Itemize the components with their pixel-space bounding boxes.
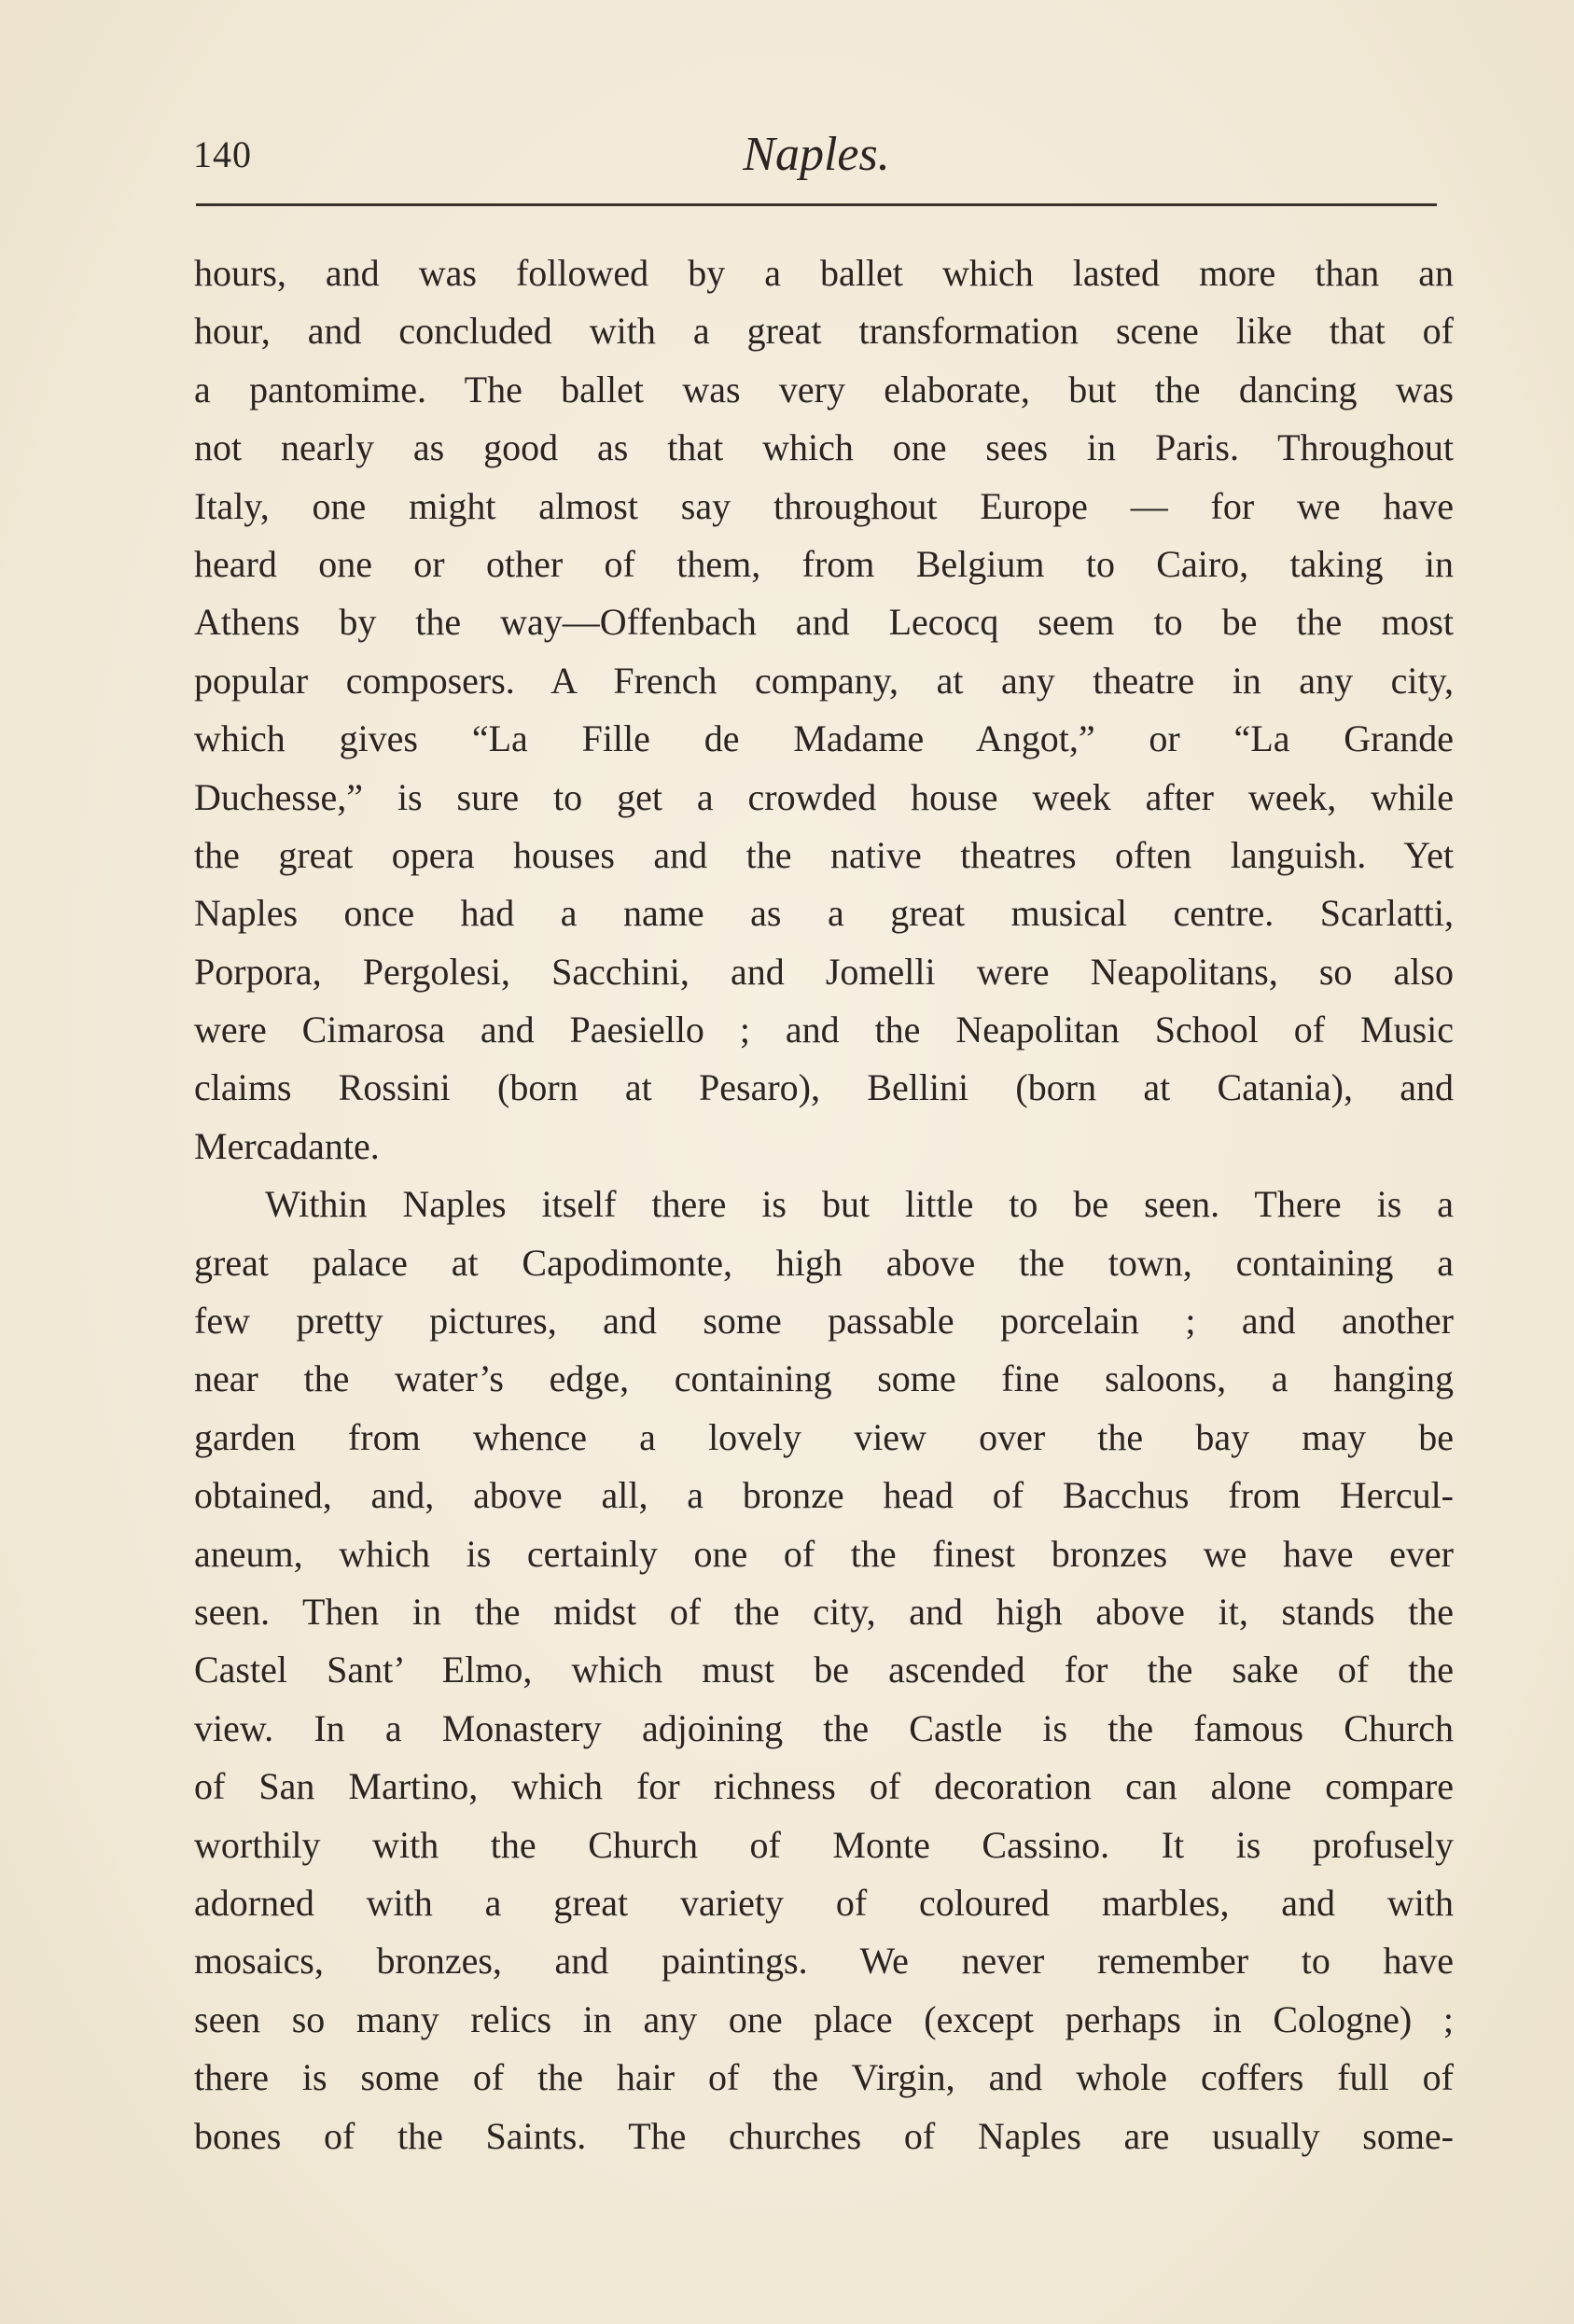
text-line: not nearly as good as that which one sees in Paris. Throughout xyxy=(194,426,1454,469)
text-line: aneum, which is certainly one of the finest bronzes we have ever xyxy=(194,1532,1454,1575)
page-number: 140 xyxy=(193,133,252,175)
text-line: claims Rossini (born at Pesaro), Bellini (born at Catania), and xyxy=(194,1066,1454,1109)
text-line: hours, and was followed by a ballet which lasted more than an xyxy=(194,252,1454,294)
text-line: a pantomime. The ballet was very elaborate, but the dancing was xyxy=(194,368,1454,411)
text-line: Athens by the way—Offenbach and Lecocq seem to be the most xyxy=(194,601,1454,644)
text-line: popular composers. A French company, at any theatre in any city, xyxy=(194,659,1454,702)
text-line: heard one or other of them, from Belgium to Cairo, taking in xyxy=(194,542,1454,585)
text-line: obtained, and, above all, a bronze head of Bacchus from Hercul- xyxy=(194,1474,1454,1517)
text-line: adorned with a great variety of coloured marbles, and with xyxy=(194,1881,1454,1924)
text-line: seen. Then in the midst of the city, and high above it, stands the xyxy=(194,1590,1454,1633)
text-line: Naples once had a name as a great musical centre. Scarlatti, xyxy=(194,892,1454,935)
text-line: Castel Sant’ Elmo, which must be ascended for the sake of the xyxy=(194,1649,1454,1691)
text-line: great palace at Capodimonte, high above the town, containing a xyxy=(194,1241,1454,1284)
running-head: Naples. xyxy=(743,128,890,181)
text-line: mosaics, bronzes, and paintings. We never remember to have xyxy=(194,1940,1454,1983)
text-line: there is some of the hair of the Virgin, and whole coffers full of xyxy=(194,2056,1454,2099)
header-rule xyxy=(196,203,1437,206)
text-line: of San Martino, which for richness of decoration can alone compare xyxy=(194,1765,1454,1808)
body-text xyxy=(194,244,1454,2165)
text-line: Italy, one might almost say throughout Europe — for we have xyxy=(194,484,1454,527)
text-line: Duchesse,” is sure to get a crowded house week after week, while xyxy=(194,775,1454,818)
text-line: Porpora, Pergolesi, Sacchini, and Jomelli were Neapolitans, so also xyxy=(194,950,1454,993)
text-line: Within Naples itself there is but little to be seen. There is a xyxy=(265,1183,1454,1226)
text-line: were Cimarosa and Paesiello ; and the Neapolitan School of Music xyxy=(194,1009,1454,1051)
text-line: seen so many relics in any one place (except perhaps in Cologne) ; xyxy=(194,1997,1454,2040)
text-line: hour, and concluded with a great transformation scene like that of xyxy=(194,310,1454,353)
text-line: the great opera houses and the native theatres often languish. Yet xyxy=(194,833,1454,876)
text-line: Mercadante. xyxy=(194,1124,380,1167)
text-line: view. In a Monastery adjoining the Castle is the famous Church xyxy=(194,1706,1454,1749)
text-line: near the water’s edge, containing some fine saloons, a hanging xyxy=(194,1357,1454,1400)
text-line: garden from whence a lovely view over the bay may be xyxy=(194,1415,1454,1458)
text-line: worthily with the Church of Monte Cassino. It is profusely xyxy=(194,1823,1454,1866)
text-line: bones of the Saints. The churches of Naples are usually some- xyxy=(194,2114,1454,2157)
text-line: few pretty pictures, and some passable porcelain ; and another xyxy=(194,1300,1454,1343)
page-header xyxy=(193,119,1440,194)
text-line: which gives “La Fille de Madame Angot,” or “La Grande xyxy=(194,717,1454,760)
